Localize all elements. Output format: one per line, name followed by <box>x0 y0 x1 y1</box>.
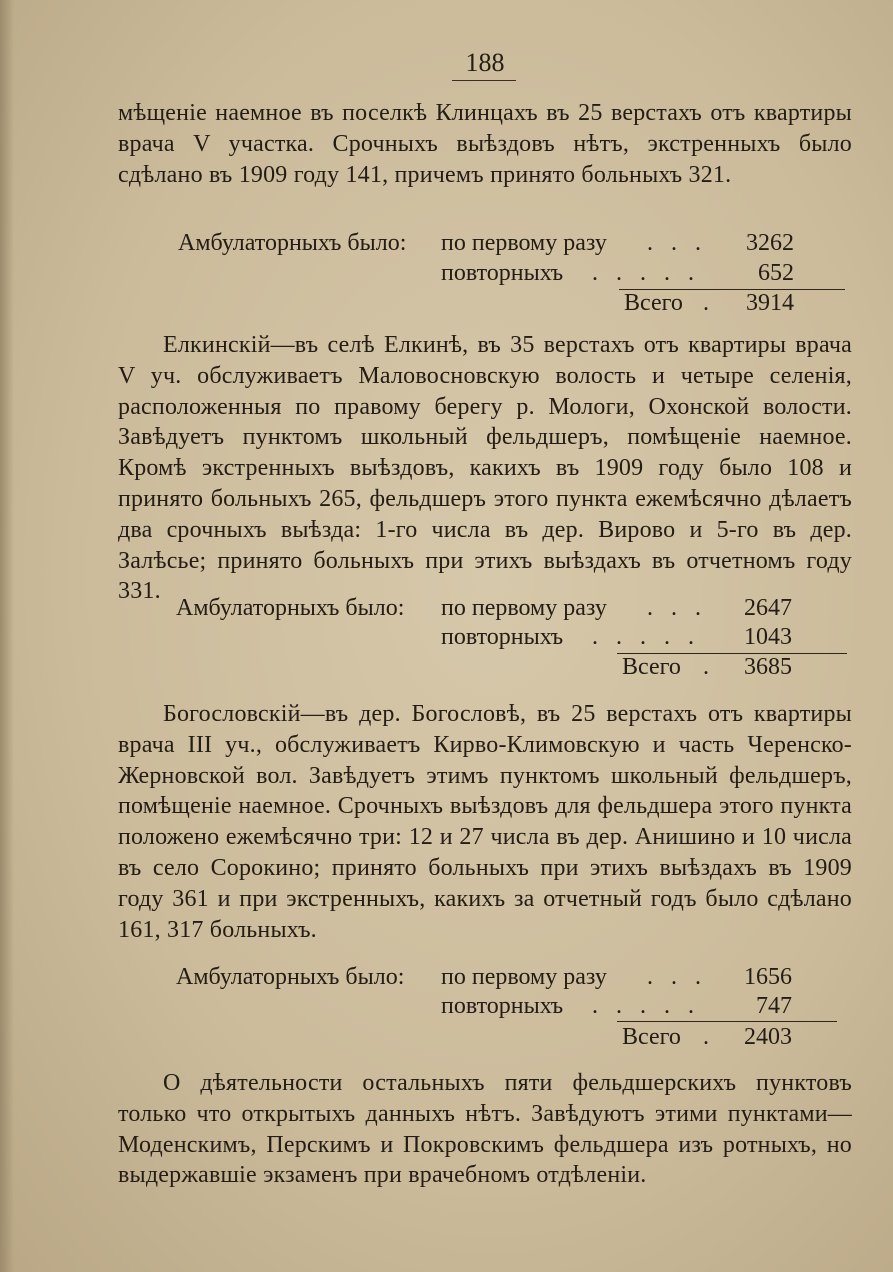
stats-label: Амбулаторныхъ было: <box>176 595 405 621</box>
repeat-stats-bogoslovsky <box>0 991 893 1021</box>
paragraph-closing <box>118 1068 852 1191</box>
total-stats-elkinsky <box>0 652 893 682</box>
first-visit-label: по первому разу <box>441 595 607 621</box>
stats-label: Амбулаторныхъ было: <box>176 964 405 990</box>
paragraph-text: мѣщеніе наемное въ поселкѣ Клинцахъ въ 25 верстахъ отъ квартиры врача V участка. Срочныхъ выѣздовъ нѣтъ, экстренныхъ было сдѣлано въ 1909 году 141, причемъ принято больныхъ 321. <box>118 100 852 188</box>
paragraph-text: Елкинскій—въ селѣ Елкинѣ, въ 35 верстахъ отъ квартиры врача V уч. обслуживаетъ Маловосновскую волость и четыре селенія, расположенныя по правому берегу р. Мологи, Охонской волости. Завѣдуетъ пунктомъ школьный фельдшеръ, помѣщеніе наемное. Кромѣ экстренныхъ выѣздовъ, какихъ въ 1909 году было 108 и принято больныхъ 265, фельдшеръ этого пункта ежемѣсячно дѣлаетъ два срочныхъ выѣзда: 1-го числа въ дер. Вирово и 5-го въ дер. Залѣсье; принято больныхъ при этихъ выѣздахъ въ отчетномъ году 331. <box>118 332 852 605</box>
total-value: 3914 <box>746 290 794 316</box>
first-visit-value: 3262 <box>746 230 794 256</box>
total-dots: . <box>703 1024 715 1050</box>
stats-label: Амбулаторныхъ было: <box>178 230 407 256</box>
first-visit-dots: . . . <box>647 595 707 621</box>
page-number-rule <box>452 80 516 81</box>
paragraph-klintsy <box>118 98 852 190</box>
ambulatory-stats-klintsy <box>0 228 893 258</box>
total-value: 3685 <box>744 654 792 680</box>
first-visit-value: 2647 <box>744 595 792 621</box>
first-visit-label: по первому разу <box>441 964 607 990</box>
first-visit-value: 1656 <box>744 964 792 990</box>
total-dots: . <box>703 290 715 316</box>
ambulatory-stats-bogoslovsky <box>0 962 893 992</box>
paragraph-text: О дѣятельности остальныхъ пяти фельдшерскихъ пунктовъ только что открытыхъ данныхъ нѣтъ. Завѣдуютъ этими пунктами—Моденскимъ, Перскимъ и Покровскимъ фельдшера изъ ротныхъ, но выдержавшіе экзаменъ при врачебномъ отдѣленіи. <box>118 1070 852 1189</box>
first-visit-label: по первому разу <box>441 230 607 256</box>
repeat-dots: . . . . . <box>592 260 700 286</box>
repeat-stats-elkinsky <box>0 622 893 652</box>
repeat-label: повторныхъ <box>441 993 564 1019</box>
repeat-value: 1043 <box>744 624 792 650</box>
repeat-label: повторныхъ <box>441 624 564 650</box>
paragraph-bogoslovsky <box>118 699 852 945</box>
paragraph-text: Богословскій—въ дер. Богословѣ, въ 25 верстахъ отъ квартиры врача III уч., обслуживаетъ Кирво-Климовскую и часть Черенско-Жерновской вол. Завѣдуетъ этимъ пунктомъ школьный фельдшеръ, помѣщеніе наемное. Срочныхъ выѣздовъ для фельдшера этого пункта положено ежемѣсячно три: 12 и 27 числа въ дер. Анишино и 10 числа въ село Сорокино; принято больныхъ при этихъ выѣздахъ въ 1909 году 361 и при экстренныхъ, какихъ за отчетный годъ было сдѣлано 161, 317 больныхъ. <box>118 701 852 943</box>
total-label: Всего <box>622 654 681 680</box>
repeat-value: 652 <box>758 260 794 286</box>
total-stats-bogoslovsky <box>0 1022 893 1052</box>
first-visit-dots: . . . <box>647 964 707 990</box>
repeat-stats-klintsy <box>0 258 893 288</box>
ambulatory-stats-elkinsky <box>0 593 893 623</box>
page-number: 188 <box>465 48 505 77</box>
first-visit-dots: . . . <box>647 230 707 256</box>
total-dots: . <box>703 654 715 680</box>
total-value: 2403 <box>744 1024 792 1050</box>
paragraph-elkinsky <box>118 330 852 607</box>
total-label: Всего <box>622 1024 681 1050</box>
repeat-dots: . . . . . <box>592 993 700 1019</box>
total-label: Всего <box>624 290 683 316</box>
repeat-label: повторныхъ <box>441 260 564 286</box>
repeat-value: 747 <box>756 993 792 1019</box>
repeat-dots: . . . . . <box>592 624 700 650</box>
total-stats-klintsy <box>0 288 893 318</box>
